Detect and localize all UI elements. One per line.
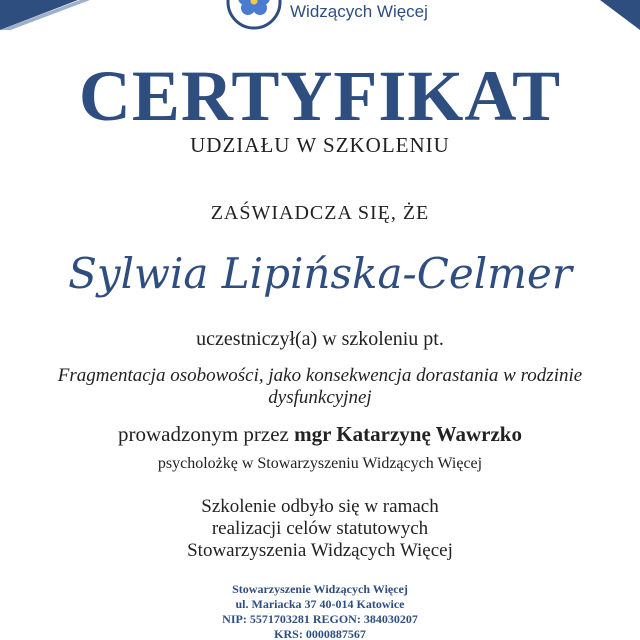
certificate-subtitle: UDZIAŁU W SZKOLENIU: [190, 133, 450, 157]
footer-ids: NIP: 5571703281 REGON: 384030207: [222, 612, 418, 626]
logo-text: Widzących Więcej: [290, 2, 428, 21]
purpose-line: realizacji celów statutowych: [211, 518, 429, 539]
training-purpose: [0, 496, 640, 562]
organization-footer: [0, 582, 640, 640]
organization-logo: [226, 0, 428, 30]
participation-text: uczestniczył(a) w szkoleniu pt.: [196, 328, 444, 350]
corner-decoration-right: [596, 0, 640, 30]
corner-decoration-left: [0, 0, 90, 30]
footer-address: ul. Mariacka 37 40-014 Katowice: [235, 597, 405, 611]
purpose-line: Szkolenie odbyło się w ramach: [201, 496, 439, 517]
lecturer-prefix: prowadzonym przez: [118, 422, 295, 446]
attestation-text: ZAŚWIADCZA SIĘ, ŻE: [210, 202, 430, 224]
footer-krs: KRS: 0000887567: [274, 627, 366, 640]
purpose-line: Stowarzyszenia Widzących Więcej: [187, 540, 453, 561]
footer-org: Stowarzyszenie Widzących Więcej: [232, 582, 408, 596]
lecturer-role: psycholożkę w Stowarzyszeniu Widzących Więcej: [157, 455, 483, 472]
participant-name: Sylwia Lipińska-Celmer: [68, 249, 572, 298]
lecturer-line: [0, 421, 640, 447]
certificate-title: CERTYFIKAT: [78, 56, 562, 136]
lecturer-name: mgr Katarzynę Wawrzko: [294, 422, 522, 446]
forget-me-not-flower-icon: [226, 0, 282, 30]
course-title: Fragmentacja osobowości, jako konsekwencja dorastania w rodzinie dysfunkcyjnej: [57, 365, 583, 408]
